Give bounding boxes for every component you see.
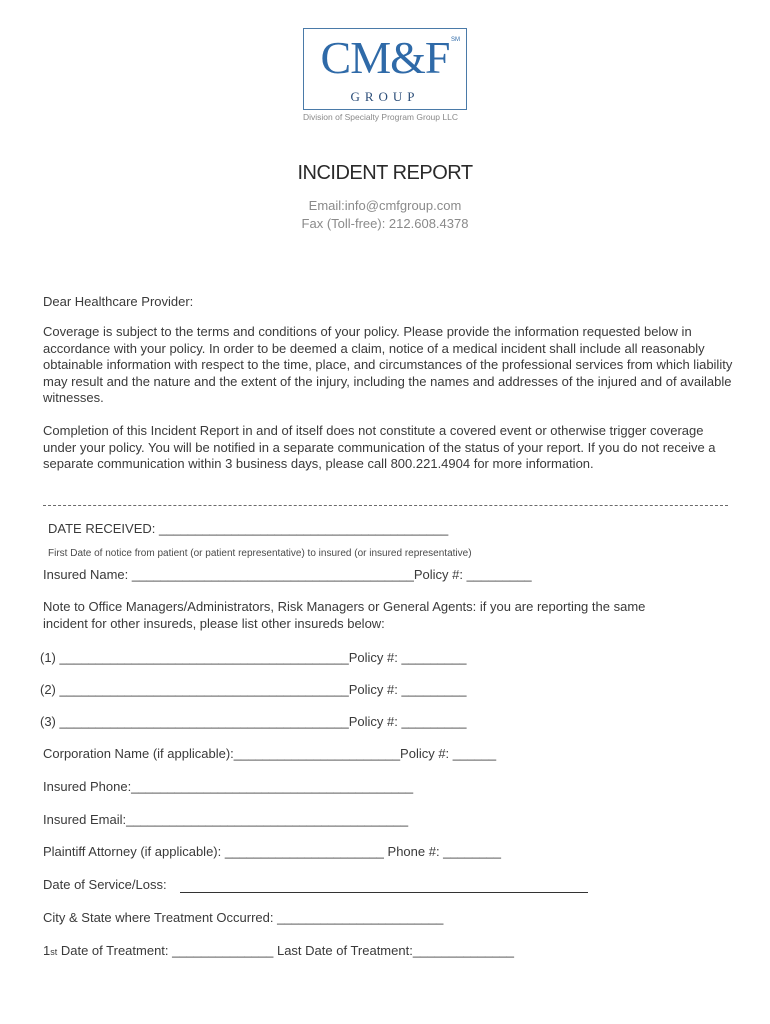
logo-subtitle: Division of Specialty Program Group LLC	[303, 112, 458, 122]
first-ordinal-suffix: st	[50, 947, 58, 957]
insured-name-field[interactable]: Insured Name: _______________________________________Policy #: _________	[43, 567, 532, 582]
date-received-field[interactable]: DATE RECEIVED: ________________________________________	[48, 521, 449, 536]
managers-note: Note to Office Managers/Administrators, Risk Managers or General Agents: if you are reporting the same incident for other insureds, please list other insureds below:	[43, 599, 646, 631]
contact-fax: Fax (Toll-free): 212.608.4378	[301, 216, 469, 231]
treatment-dates-text: Date of Treatment: ______________ Last Date of Treatment:______________	[57, 943, 515, 958]
completion-paragraph: Completion of this Incident Report in and of itself does not constitute a covered event or otherwise trigger coverage under your policy. You will be notified in a separate communication of the status of your report. If you do not receive a separate communication within 3 business days, please call 800.221.4904 for more information.	[43, 423, 716, 471]
section-divider	[43, 505, 728, 506]
treatment-dates-field[interactable]	[43, 943, 514, 958]
other-insured-1-field[interactable]: (1) ________________________________________Policy #: _________	[40, 650, 467, 665]
other-insured-2-field[interactable]: (2) ________________________________________Policy #: _________	[40, 682, 467, 697]
city-state-field[interactable]: City & State where Treatment Occurred: _______________________	[43, 910, 444, 925]
logo-service-mark: SM	[451, 37, 460, 43]
insured-email-field[interactable]: Insured Email:_______________________________________	[43, 812, 409, 827]
first-ordinal-number: 1	[43, 943, 51, 958]
coverage-paragraph: Coverage is subject to the terms and conditions of your policy. Please provide the information requested below in accordance with your policy. In order to be deemed a claim, notice of a medical incident shall include all reasonably obtainable information with respect to the time, place, and circumstances of the professional services from which liability may result and the nature and the extent of the injury, including the names and addresses of the injured and of available witnesses.	[43, 324, 733, 405]
logo-wordmark: CM&F	[320, 32, 450, 83]
company-logo	[303, 28, 467, 110]
plaintiff-attorney-field[interactable]: Plaintiff Attorney (if applicable): ______________________ Phone #: ________	[43, 844, 502, 859]
notice-note: First Date of notice from patient (or patient representative) to insured (or insured representative)	[48, 548, 472, 559]
logo-group-text: GROUP	[350, 89, 420, 104]
contact-email: Email:info@cmfgroup.com	[308, 198, 462, 213]
other-insured-3-field[interactable]: (3) ________________________________________Policy #: _________	[40, 714, 467, 729]
page-title: INCIDENT REPORT	[297, 162, 473, 184]
salutation: Dear Healthcare Provider:	[43, 294, 194, 309]
date-of-service-label: Date of Service/Loss:	[43, 877, 167, 892]
corporation-name-field[interactable]: Corporation Name (if applicable):_______________________Policy #: ______	[43, 746, 497, 761]
insured-phone-field[interactable]: Insured Phone:_______________________________________	[43, 779, 414, 794]
date-of-service-input-line[interactable]	[180, 892, 588, 893]
